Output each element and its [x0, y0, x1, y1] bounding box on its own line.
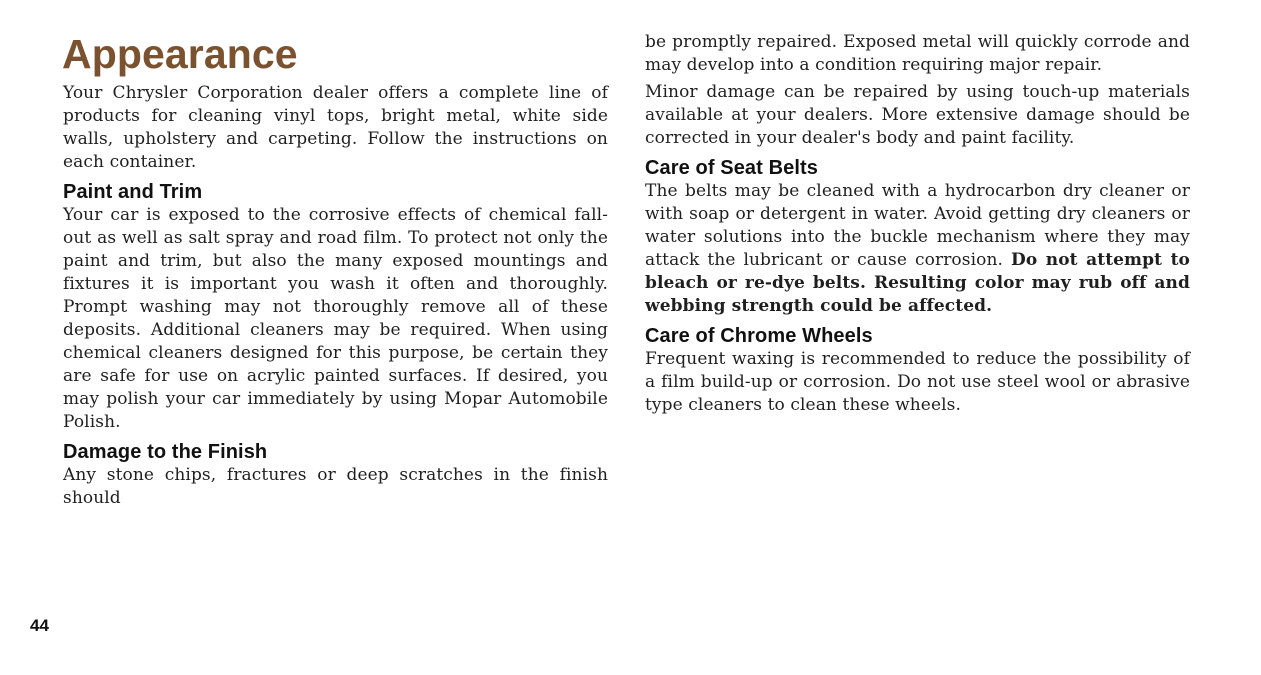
paint-trim-heading: Paint and Trim	[63, 181, 203, 203]
chrome-wheels-heading: Care of Chrome Wheels	[645, 325, 873, 347]
seat-belts-heading: Care of Seat Belts	[645, 157, 818, 179]
seat-belts-paragraph	[645, 180, 1190, 318]
seat-belts-body: The belts may be cleaned with a hydrocarbon dry cleaner or with soap or detergent in water. Avoid getting dry cleaners or water solutions into the buckle mechanism where they may attack the lubricant or cause corrosion.	[645, 181, 1190, 270]
damage-paragraph-2: Minor damage can be repaired by using touch-up materials available at your dealers. More extensive damage should be corrected in your dealer's body and paint facility.	[645, 82, 1190, 148]
right-column	[645, 0, 1190, 417]
damage-paragraph-part1: Any stone chips, fractures or deep scratches in the finish should	[63, 465, 608, 508]
left-column	[63, 0, 608, 510]
page-title: Appearance	[62, 31, 298, 77]
paint-trim-paragraph: Your car is exposed to the corrosive effects of chemical fall-out as well as salt spray and road film. To protect not only the paint and trim, but also the many exposed mountings and fixtures it is important you wash it often and thoroughly. Prompt washing may not thoroughly remove all of these deposits. Additional cleaners may be required. When using chemical cleaners designed for this purpose, be certain they are safe for use on acrylic painted surfaces. If desired, you may polish your car immediately by using Mopar Automobile Polish.	[63, 205, 608, 432]
seat-belts-warning: Do not attempt to bleach or re-dye belts. Resulting color may rub off and webbing strength could be affected.	[645, 250, 1190, 316]
damage-heading: Damage to the Finish	[63, 441, 268, 463]
page-number: 44	[30, 616, 49, 635]
chrome-wheels-paragraph: Frequent waxing is recommended to reduce the possibility of a film build-up or corrosion. Do not use steel wool or abrasive type cleaners to clean these wheels.	[645, 349, 1190, 415]
intro-paragraph: Your Chrysler Corporation dealer offers a complete line of products for cleaning vinyl tops, bright metal, white side walls, upholstery and carpeting. Follow the instructions on each container.	[63, 83, 608, 172]
damage-paragraph-part2: be promptly repaired. Exposed metal will quickly corrode and may develop into a condition requiring major repair.	[645, 32, 1190, 75]
